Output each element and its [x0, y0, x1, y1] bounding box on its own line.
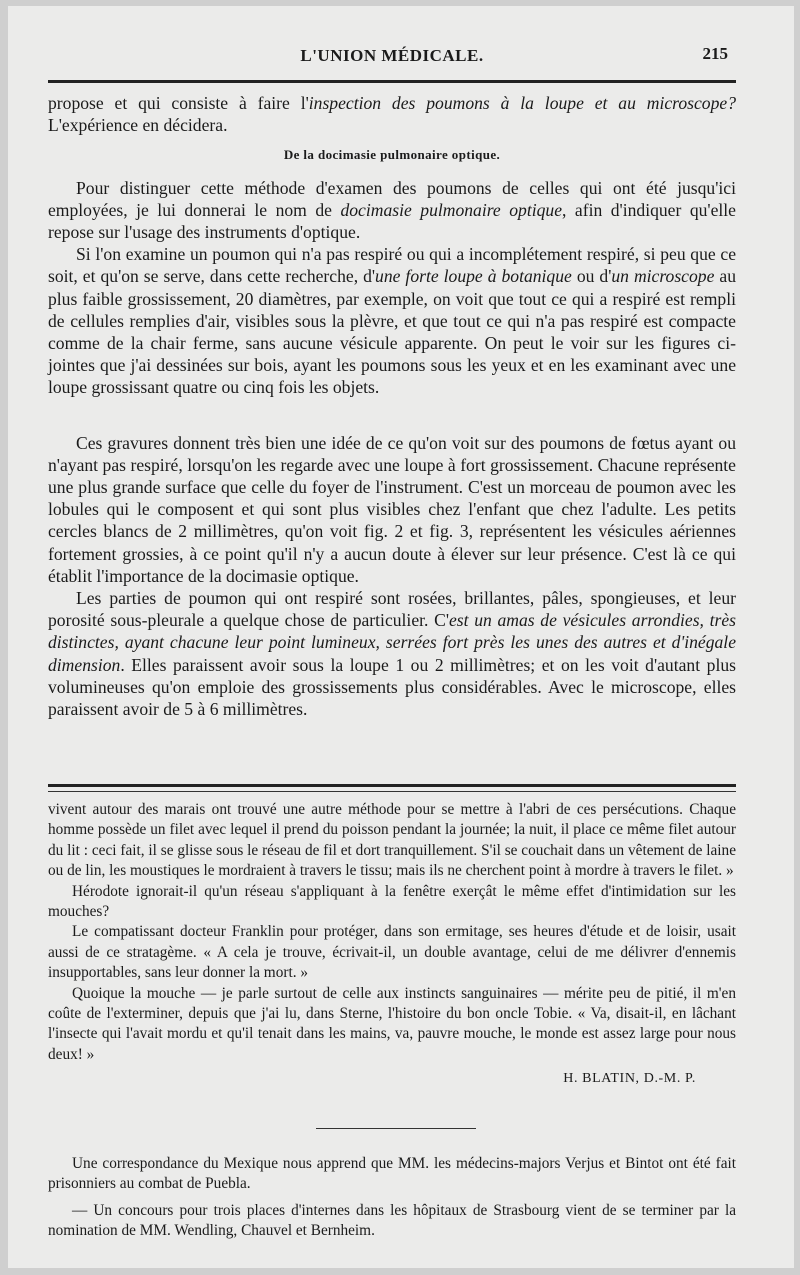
- note-paragraph-2: Hérodote ignorait-il qu'un réseau s'appliquant à la fenêtre exerçât le même effet d'intimidation sur les mouches?: [48, 882, 736, 921]
- footnote-rule: [48, 784, 736, 787]
- separator-rule: [316, 1128, 476, 1129]
- news-items: [48, 1154, 736, 1248]
- header-rule: [48, 80, 736, 83]
- note-paragraph-1: vivent autour des marais ont trouvé une autre méthode pour se mettre à l'abri de ces persécutions. Chaque homme possède un filet avec lequel il prend du poisson pendant la journée; la nuit, il place ce même filet autour du lit : ceci fait, il se glisse sous le réseau de fil et dort tranquillement. S'il se couchait dans un vêtement de laine ou de lin, les moustiques le mordraient à travers le tissu; mais ils ne cherchent point à mordre à travers le filet. »: [48, 801, 736, 880]
- news-item-1: Une correspondance du Mexique nous apprend que MM. les médecins-majors Verjus et Bintot ont été fait prisonniers au combat de Puebla.: [48, 1155, 736, 1193]
- paragraph-1: Pour distinguer cette méthode d'examen des poumons de celles qui ont été jusqu'ici employées, je lui donnerai le nom de docimasie pulmonaire optique, afin d'indiquer qu'elle repose sur l'usage des instruments d'optique.: [48, 177, 736, 243]
- intro-paragraph: propose et qui consiste à faire l'inspection des poumons à la loupe et au microscope? L'expérience en décidera.: [48, 93, 736, 136]
- page-header: [48, 36, 736, 76]
- section-heading: De la docimasie pulmonaire optique.: [283, 147, 501, 163]
- author-signature: H. BLATIN, D.-M. P.: [563, 1071, 696, 1087]
- feuilleton-note: [48, 800, 736, 1090]
- main-article: [48, 92, 736, 720]
- note-paragraph-3: Le compatissant docteur Franklin pour protéger, dans son ermitage, ses heures d'étude et de loisir, usait aussi de ce stratagème. « A cela je trouve, écrivait-il, un double avantage, celui de me délivrer d'ennemis insupportables, sans leur donner la mort. »: [48, 923, 736, 982]
- note-paragraph-4: Quoique la mouche — je parle surtout de celle aux instincts sanguinaires — mérite peu de pitié, il m'en coûte de l'exterminer, depuis que j'ai lu, dans Sterne, l'histoire du bon oncle Tobie. « Va, disait-il, en lâchant l'insecte qui l'avait mordu et qu'il tenait dans les mains, va, pauvre mouche, le monde est assez large pour nous deux! »: [48, 984, 736, 1063]
- paragraph-3: Ces gravures donnent très bien une idée de ce qu'on voit sur des poumons de fœtus ayant ou n'ayant pas respiré, lorsqu'on les regarde avec une loupe à fort grossissement. Chacune représente une plus grande surface que celle du foyer de l'instrument. C'est un morceau de poumon avec les lobules qui le composent et qui sont plus visibles chez l'enfant que chez l'adulte. Les petits cercles blancs de 2 millimètres, qu'on voit fig. 2 et fig. 3, représentent les vésicules aériennes fortement grossies, à ce point qu'il n'y a aucun doute à élever sur leur présence. C'est là ce qui établit l'importance de la docimasie optique.: [48, 432, 736, 586]
- paragraph-2: Si l'on examine un poumon qui n'a pas respiré ou qui a incomplétement respiré, si peu que ce soit, et qu'on se serve, dans cette recherche, d'une forte loupe à botanique ou d'un microscope au plus faible grossissement, 20 diamètres, par exemple, on voit que tout ce qui a respiré est rempli de cellules remplies d'air, visibles sous la plèvre, et que tout ce qui n'a pas respiré est compacte comme de la chair ferme, sans aucune vésicule apparente. On peut le voir sur les figures ci-jointes que j'ai dessinées sur bois, ayant les poumons sous les yeux et en les examinant avec une loupe grossissant quatre ou cinq fois les objets.: [48, 244, 736, 398]
- paragraph-4: Les parties de poumon qui ont respiré sont rosées, brillantes, pâles, spongieuses, et leur porosité sous-pleurale a quelque chose de particulier. C'est un amas de vésicules arrondies, très distinctes, ayant chacune leur point lumineux, serrées fort près les unes des autres et d'inégale dimension. Elles paraissent avoir sous la loupe 1 ou 2 millimètres; et on les voit d'autant plus volumineuses qu'on emploie des grossissements plus considérables. Avec le microscope, elles paraissent avoir de 5 à 6 millimètres.: [48, 588, 737, 720]
- page-number: 215: [702, 44, 728, 63]
- footnote-rule-thin: [48, 791, 736, 792]
- news-item-2: — Un concours pour trois places d'internes dans les hôpitaux de Strasbourg vient de se terminer par la nomination de MM. Wendling, Chauvel et Bernheim.: [48, 1201, 736, 1240]
- running-title: L'UNION MÉDICALE.: [300, 46, 484, 65]
